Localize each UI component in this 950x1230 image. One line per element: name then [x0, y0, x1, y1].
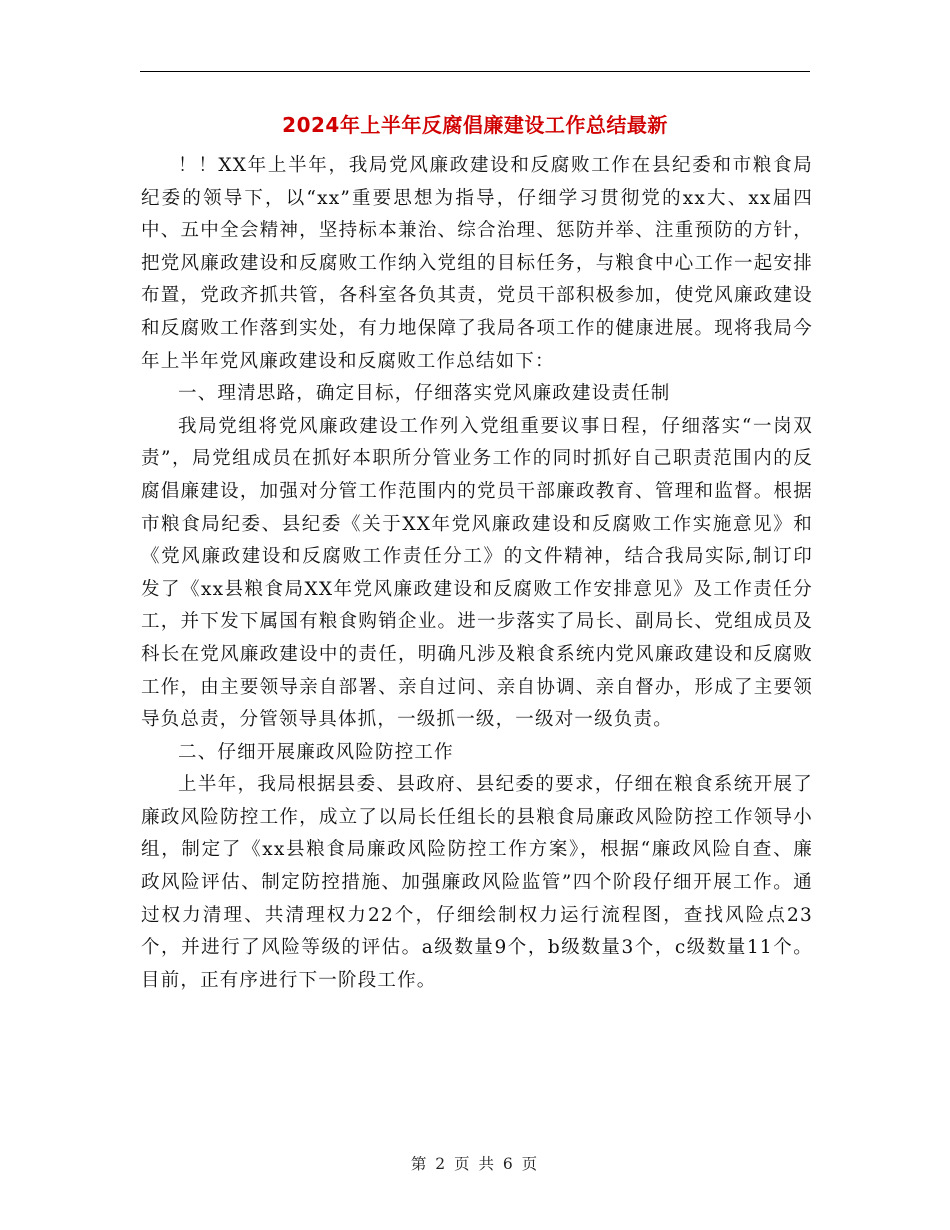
- paragraph-intro: ！！XX年上半年，我局党风廉政建设和反腐败工作在县纪委和市粮食局纪委的领导下，以“xx”重要思想为指导，仔细学习贯彻党的xx大、xx届四中、五中全会精神，坚持标本兼治、综合治理、惩防并举、注重预防的方针，把党风廉政建设和反腐败工作纳入党组的目标任务，与粮食中心工作一起安排布置，党政齐抓共管，各科室各负其责，党员干部积极参加，使党风廉政建设和反腐败工作落到实处，有力地保障了我局各项工作的健康进展。现将我局今年上半年党风廉政建设和反腐败工作总结如下：: [141, 155, 813, 372]
- section-heading-2: 二、仔细开展廉政风险防控工作: [178, 741, 454, 763]
- paragraph-section-2: 上半年，我局根据县委、县政府、县纪委的要求，仔细在粮食系统开展了廉政风险防控工作，成立了以局长任组长的县粮食局廉政风险防控工作领导小组，制定了《xx县粮食局廉政风险防控工作方案》，根据“廉政风险自查、廉政风险评估、制定防控措施、加强廉政风险监管”四个阶段仔细开展工作。通过权力清理、共清理权力22个，仔细绘制权力运行流程图，查找风险点23个，并进行了风险等级的评估。a级数量9个，b级数量3个，c级数量11个。目前，正有序进行下一阶段工作。: [141, 774, 813, 991]
- paragraph-section-1: 我局党组将党风廉政建设工作列入党组重要议事日程，仔细落实“一岗双责”，局党组成员在抓好本职所分管业务工作的同时抓好自己职责范围内的反腐倡廉建设，加强对分管工作范围内的党员干部廉政教育、管理和监督。根据市粮食局纪委、县纪委《关于XX年党风廉政建设和反腐败工作实施意见》和《党风廉政建设和反腐败工作责任分工》的文件精神，结合我局实际,制订印发了《xx县粮食局XX年党风廉政建设和反腐败工作安排意见》及工作责任分工，并下发下属国有粮食购销企业。进一步落实了局长、副局长、党组成员及科长在党风廉政建设中的责任，明确凡涉及粮食系统内党风廉政建设和反腐败工作，由主要领导亲自部署、亲自过问、亲自协调、亲自督办，形成了主要领导负总责，分管领导具体抓，一级抓一级，一级对一级负责。: [141, 415, 813, 731]
- section-heading-1: 一、理清思路，确定目标，仔细落实党风廉政建设责任制: [178, 383, 671, 405]
- header-rule: [140, 71, 810, 72]
- document-title: 2024年上半年反腐倡廉建设工作总结最新: [282, 113, 668, 137]
- page-number-footer: 第 2 页 共 6 页: [410, 1155, 540, 1173]
- document-body: [141, 150, 813, 997]
